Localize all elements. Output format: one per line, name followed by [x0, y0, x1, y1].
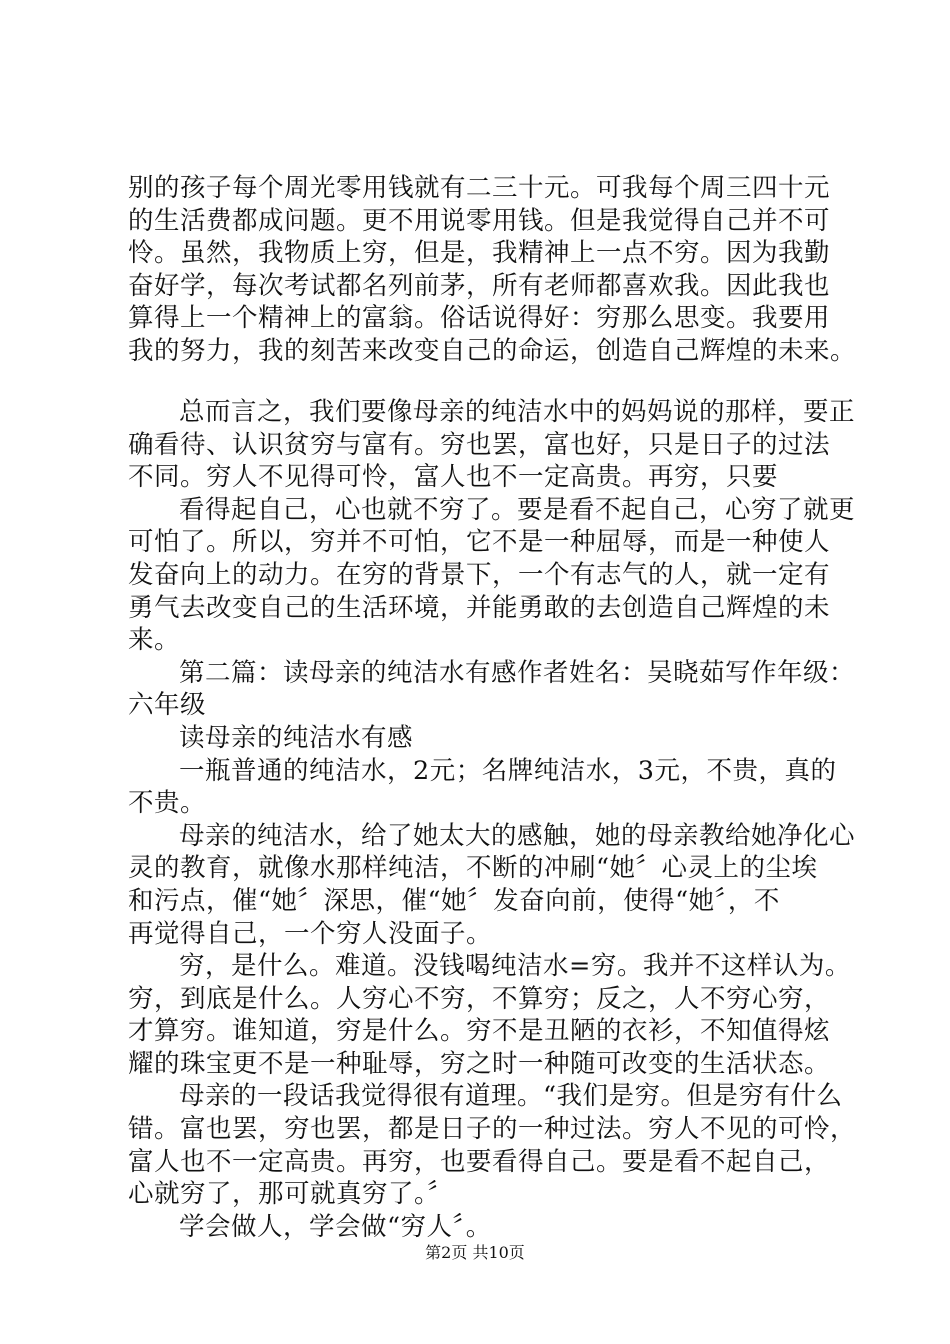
essay-title: 读母亲的纯洁水有感	[179, 722, 414, 753]
text-line: 不同。穷人不见得可怜，富人也不一定高贵。再穷，只要	[128, 462, 779, 493]
paragraph-rich-kids	[128, 172, 857, 368]
text-line: 心就穷了，那可就真穷了。〞	[128, 1179, 454, 1210]
text-line: 错。富也罢，穷也罢，都是日子的一种过法。穷人不见的可怜，	[128, 1114, 857, 1145]
text-line: 灵的教育，就像水那样纯洁，不断的冲刷“她〞心灵上的尘埃	[128, 853, 818, 884]
text-line: 学会做人，学会做“穷人〞。	[179, 1211, 492, 1242]
text-line: 别的孩子每个周光零用钱就有二三十元。可我每个周三四十元	[128, 173, 831, 203]
text-line: 母亲的一段话我觉得很有道理。“我们是穷。但是穷有什么	[179, 1081, 843, 1112]
text-line: 怜。虽然，我物质上穷，但是，我精神上一点不穷。因为我勤	[128, 238, 831, 269]
text-line: 穷，是什么。难道。没钱喝纯洁水=穷。我并不这样认为。	[179, 951, 851, 982]
paragraph-conclusion	[128, 396, 857, 1243]
text-line: 总而言之，我们要像母亲的纯洁水中的妈妈说的那样，要正	[179, 397, 856, 427]
page-footer: 第2页 共10页	[425, 1243, 525, 1262]
text-line: 确看待、认识贫穷与富有。穷也罢，富也好，只是日子的过法	[128, 429, 831, 460]
text-line: 可怕了。所以，穷并不可怕，它不是一种屈辱，而是一种使人	[128, 527, 831, 558]
text-line: 才算穷。谁知道，穷是什么。穷不是丑陋的衣衫，不知值得炫	[128, 1016, 831, 1047]
text-line: 耀的珠宝更不是一种耻辱，穷之时一种随可改变的生活状态。	[128, 1048, 831, 1079]
text-line: 来。	[128, 625, 181, 656]
text-line: 的生活费都成问题。更不用说零用钱。但是我觉得自己并不可	[128, 205, 831, 236]
text-line: 和污点，催“她〞深思，催“她〞发奋向前，使得“她〞，不	[128, 885, 780, 916]
section-heading: 第二篇：读母亲的纯洁水有感作者姓名：吴晓茹写作年级：	[179, 657, 856, 688]
text-line: 一瓶普通的纯洁水，2元；名牌纯洁水，3元，不贵，真的	[179, 755, 837, 786]
text-line: 穷，到底是什么。人穷心不穷，不算穷；反之，人不穷心穷，	[128, 983, 831, 1014]
text-line: 算得上一个精神上的富翁。俗话说得好：穷那么思变。我要用	[128, 303, 831, 334]
text-line: 看得起自己，心也就不穷了。要是看不起自己，心穷了就更	[179, 494, 856, 525]
text-line: 我的努力，我的刻苦来改变自己的命运，创造自己辉煌的未来。	[128, 335, 857, 366]
text-line: 六年级	[128, 690, 207, 721]
text-line: 勇气去改变自己的生活环境，并能勇敢的去创造自己辉煌的未	[128, 592, 831, 623]
text-line: 母亲的纯洁水，给了她太大的感触，她的母亲教给她净化心	[179, 820, 856, 851]
text-line: 奋好学，每次考试都名列前茅，所有老师都喜欢我。因此我也	[128, 270, 831, 301]
text-line: 不贵。	[128, 788, 207, 819]
text-line: 发奋向上的动力。在穷的背景下，一个有志气的人，就一定有	[128, 559, 831, 590]
text-line: 富人也不一定高贵。再穷，也要看得自己。要是看不起自己，	[128, 1146, 831, 1177]
text-line: 再觉得自己，一个穷人没面子。	[128, 918, 493, 949]
